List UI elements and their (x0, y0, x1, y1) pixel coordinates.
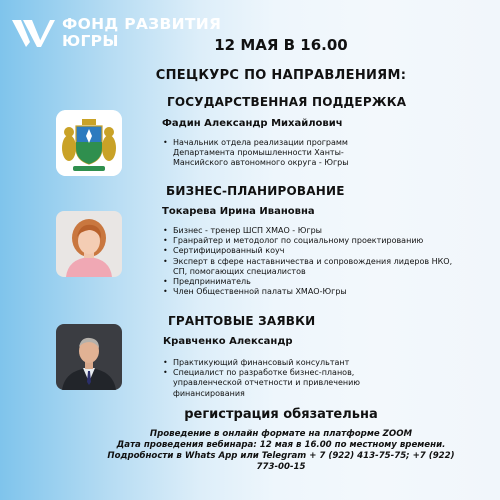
person-name-tokareva: Токарева Ирина Ивановна (162, 206, 315, 217)
course-subtitle: СПЕЦКУРС ПО НАПРАВЛЕНИЯМ: (155, 68, 407, 83)
section-title-government-support: ГОСУДАРСТВЕННАЯ ПОДДЕРЖКА (167, 95, 407, 109)
section-bullets-grant-applications (163, 358, 373, 399)
info-line-contacts: Подробности в Whats App или Telegram + 7 (922) 413-75-75; +7 (922) (107, 451, 455, 461)
section-bullets-business-planning (163, 226, 463, 297)
coat-of-arms-icon (56, 110, 122, 176)
person-name-kravchenko: Кравченко Александр (163, 336, 293, 347)
list-item: • Эксперт в сфере наставничества и сопровождения лидеров НКО, СП, помогающих специалистов (163, 257, 463, 277)
info-line-date: Дата проведения вебинара: 12 мая в 16.00 по местному времени. (116, 440, 446, 450)
list-item: • Бизнес - тренер ШСП ХМАО - Югры (163, 226, 463, 236)
man-portrait (56, 324, 122, 390)
list-item: • Член Общественной палаты ХМАО-Югры (163, 287, 463, 297)
registration-notice: регистрация обязательна (184, 407, 378, 422)
list-item: • Специалист по разработке бизнес-планов, управленческой отчетности и привлечению финансирования (163, 368, 373, 399)
list-item: • Практикующий финансовый консультант (163, 358, 373, 368)
info-line-phone: 773-00-15 (256, 462, 306, 472)
list-item: • Сертифицированный коуч (163, 246, 463, 256)
event-info (0, 429, 500, 473)
section-title-business-planning: БИЗНЕС-ПЛАНИРОВАНИЕ (166, 184, 345, 198)
list-item: • Гранрайтер и методолог по социальному проектированию (163, 236, 463, 246)
person-name-fadin: Фадин Александр Михайлович (162, 118, 343, 129)
woman-portrait (56, 211, 122, 277)
list-item: • Начальник отдела реализации программ Департамента промышленности Ханты-Мансийского автономного округа - Югры (163, 138, 373, 169)
section-title-grant-applications: ГРАНТОВЫЕ ЗАЯВКИ (168, 314, 316, 328)
event-date: 12 МАЯ В 16.00 (214, 36, 348, 54)
logo-line-1: ФОНД РАЗВИТИЯ (62, 15, 222, 33)
info-line-platform: Проведение в онлайн формате на платформе ZOOM (149, 429, 413, 439)
list-item: • Предприниматель (163, 277, 463, 287)
section-bullets-government-support (163, 138, 373, 169)
logo-line-2: ЮГРЫ (62, 32, 119, 50)
